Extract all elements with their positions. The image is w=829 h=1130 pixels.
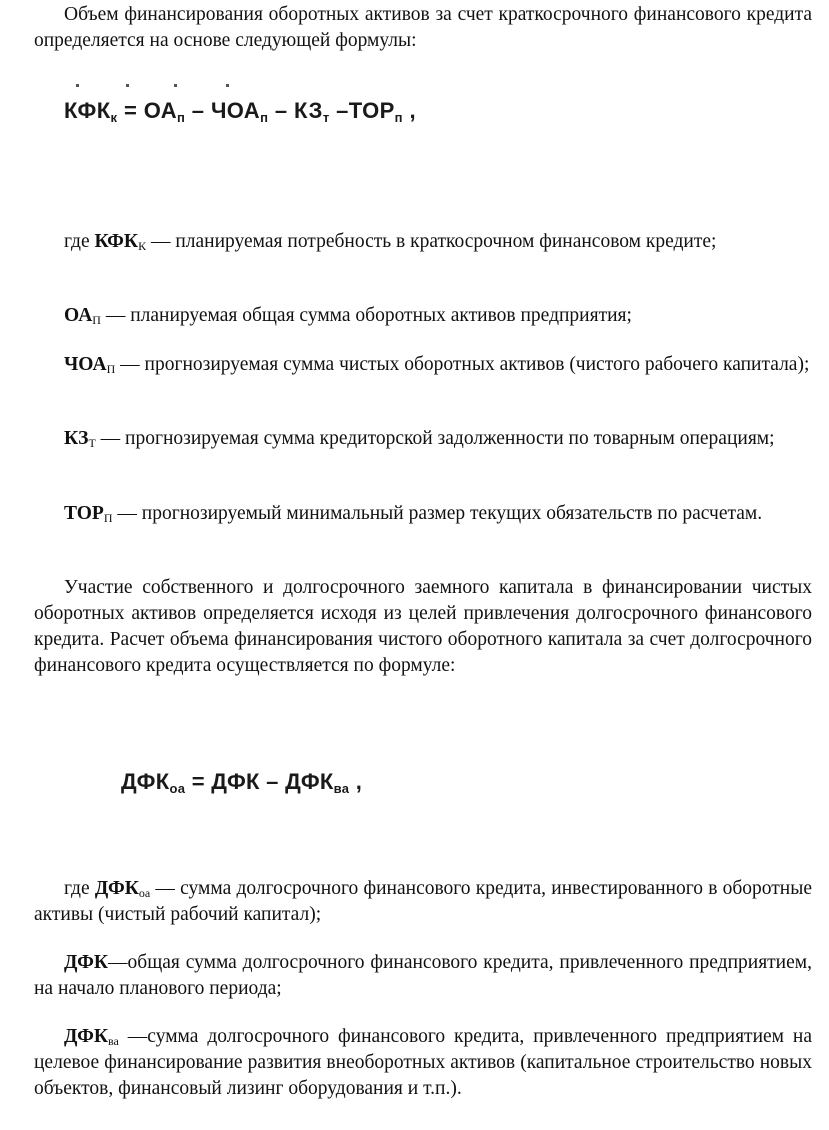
scan-artifact-dots <box>76 84 246 88</box>
definition-dfk-va: $ДФК_{ва}$ —сумма долгосрочного финансового кредита, привлеченного предприятием на целевое финансирование развития внеоборотных активов (капитальное строительство новых объектов, финансовый лизинг оборудования и т.п.). <box>34 1025 812 1099</box>
definition-kfk: где $КФК_К$ — планируемая потребность в краткосрочном финансовом кредите; <box>64 230 717 253</box>
definition-kz: $КЗ_Т$ — прогнозируемая сумма кредиторской задолженности по товарным операциям; <box>64 427 775 450</box>
definition-choa: $ЧОА_П$ — прогнозируемая сумма чистых оборотных активов (чистого рабочего капитала); <box>64 353 810 376</box>
paragraph-long-term-capital: Участие собственного и долгосрочного заемного капитала в финансировании чистых оборотных активов определяется исходя из целей привлечения долгосрочного финансового кредита. Расчет объема финансирования чистого оборотного капитала за счет долгосрочного финансового кредита осуществляется по формуле: <box>34 576 812 676</box>
intro-paragraph: Объем финансирования оборотных активов за счет краткосрочного финансового кредита определяется на основе следующей формулы: <box>34 3 812 51</box>
definition-dfk: ДФК—общая сумма долгосрочного финансового кредита, привлеченного предприятием, на начало планового периода; <box>34 951 812 999</box>
formula-long-term-credit: $ДФК_{оа}$ = ДФК – $ДФК_{ва}$ , <box>121 769 363 796</box>
definition-oa: $ОА_П$ — планируемая общая сумма оборотных активов предприятия; <box>64 304 632 327</box>
definition-tor: $ТОР_П$ — прогнозируемый минимальный размер текущих обязательств по расчетам. <box>64 502 763 525</box>
formula-short-term-credit: $КФК_к = ОА_п - ЧОА_п - КЗ_т$ $-ТОР_п$ , <box>64 98 416 125</box>
definition-dfk-oa: где $ДФК_{оа}$ — сумма долгосрочного финансового кредита, инвестированного в оборотные активы (чистый рабочий капитал); <box>34 877 812 925</box>
